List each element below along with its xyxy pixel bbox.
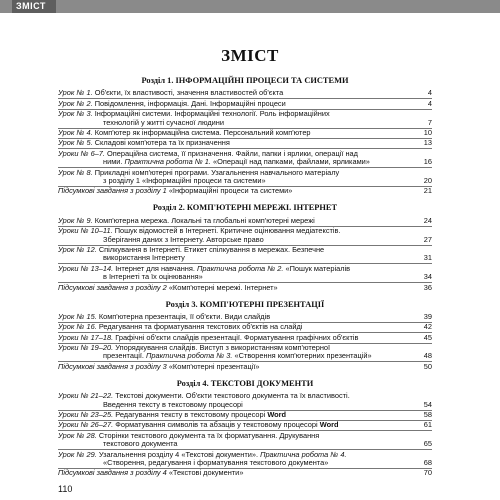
toc-line <box>58 89 432 97</box>
toc-entry <box>58 89 432 99</box>
toc-line-text <box>58 187 418 195</box>
toc-line <box>58 469 432 477</box>
lesson-title: «Створення, редагування і форматування текстового документа» <box>103 459 329 468</box>
toc-line-text <box>58 169 418 177</box>
toc-entry <box>58 431 432 450</box>
toc-entry <box>58 450 432 469</box>
lesson-title: Операційна система, її призначення. Файли, папки і ярлики, операції над <box>107 149 358 158</box>
toc-line-text <box>58 265 418 273</box>
toc-line <box>58 139 432 147</box>
toc-line-text <box>58 421 418 429</box>
practical-work-label: Практична робота № 1. <box>124 158 211 167</box>
page-ref: 36 <box>423 282 432 292</box>
toc-line <box>58 110 432 118</box>
toc-line <box>58 254 432 262</box>
lesson-label: Урок № 1. <box>58 89 93 98</box>
toc-line <box>58 440 432 448</box>
lesson-label: Урок № 28. <box>58 431 97 440</box>
page-ref: 13 <box>423 138 432 148</box>
practical-work-title: «Пошук матеріалів <box>285 264 351 273</box>
lesson-title: Сторінки текстового документа та їх форматування. Друкування <box>98 431 320 440</box>
lesson-title: Інформаційні системи. Інформаційні технології. Роль інформаційних <box>94 110 330 119</box>
toc-entry <box>58 469 432 478</box>
lesson-label: Урок № 2. <box>58 99 93 108</box>
lesson-title: використання Інтернету <box>103 254 185 263</box>
lesson-title: технологій у житті сучасної людини <box>103 118 224 127</box>
page-ref: 50 <box>423 361 432 371</box>
toc-entry <box>58 110 432 129</box>
toc-line <box>58 432 432 440</box>
toc-line-text <box>103 459 418 467</box>
toc-line <box>58 451 432 459</box>
lesson-title: Об'єкти, їх властивості, значення властивостей об'єкта <box>94 89 284 98</box>
page-ref: 34 <box>423 272 432 282</box>
lesson-label: Підсумкові завдання з розділу 4 <box>58 469 167 478</box>
toc-line-text <box>103 177 418 185</box>
toc-line <box>58 401 432 409</box>
toc-line-text <box>58 363 418 371</box>
toc-line-text <box>103 401 418 409</box>
toc-entry <box>58 227 432 246</box>
toc-line-text <box>58 246 418 254</box>
toc-line <box>58 169 432 177</box>
toc-line <box>58 100 432 108</box>
toc-line-text <box>58 139 418 147</box>
lesson-label: Уроки № 13–14. <box>58 264 114 273</box>
lesson-label: Урок № 12. <box>58 245 97 254</box>
practical-work-title: «Операції над папками, файлами, ярликами» <box>213 158 370 167</box>
toc-line <box>58 313 432 321</box>
page-ref: 42 <box>423 322 432 332</box>
lesson-label: Урок № 4. <box>58 128 93 137</box>
toc-entry <box>58 411 432 421</box>
lesson-label: Підсумкові завдання з розділу 1 <box>58 187 167 196</box>
toc-entry <box>58 323 432 333</box>
toc-line-text <box>58 89 418 97</box>
toc-line-text <box>58 129 418 137</box>
lesson-title: Зберігання даних з Інтернету. Авторське право <box>103 235 264 244</box>
toc-entry <box>58 168 432 187</box>
toc-line-text <box>58 411 418 419</box>
lesson-title: Повідомлення, інформація. Дані. Інформаційні процеси <box>94 99 286 108</box>
lesson-title: Складові комп'ютера та їх призначення <box>94 139 230 148</box>
toc-line <box>58 227 432 235</box>
page-ref: 4 <box>427 98 432 108</box>
toc-line <box>58 323 432 331</box>
toc-line <box>58 363 432 371</box>
lesson-title: ними. <box>103 158 123 167</box>
toc-line-text <box>58 344 418 352</box>
lesson-title: Інтернет для навчання. <box>115 264 195 273</box>
page-number: 110 <box>58 484 73 494</box>
lesson-label: Урок № 8. <box>58 168 93 177</box>
toc-line <box>58 236 432 244</box>
lesson-title: Редагування тексту в текстовому процесорі <box>115 411 266 420</box>
toc-line <box>58 129 432 137</box>
lesson-label: Урок № 3. <box>58 110 93 119</box>
toc-entry <box>58 129 432 139</box>
toc-entry <box>58 362 432 371</box>
toc-line <box>58 421 432 429</box>
table-of-contents <box>58 76 432 478</box>
lesson-label: Уроки № 10–11. <box>58 227 113 236</box>
toc-line-text <box>58 392 418 400</box>
toc-line-text <box>58 284 418 292</box>
toc-section <box>58 76 432 196</box>
page-ref: 68 <box>423 458 432 468</box>
toc-line <box>58 459 432 467</box>
lesson-title: Спілкування в Інтернеті. Етикет спілкування в мережах. Безпечне <box>98 245 325 254</box>
lesson-title: Введення тексту в текстовому процесорі <box>103 400 243 409</box>
lesson-title: Графічні об'єкти слайдів презентації. Форматування графічних об'єктів <box>115 333 359 342</box>
toc-line <box>58 273 432 281</box>
toc-line-text <box>103 236 418 244</box>
lesson-label: Уроки № 23–25. <box>58 411 114 420</box>
toc-entry <box>58 283 432 292</box>
lesson-title: Комп'ютерна мережа. Локальні та глобальні комп'ютерні мережі <box>94 216 315 225</box>
toc-line-text <box>58 100 418 108</box>
toc-section <box>58 203 432 292</box>
lesson-title: «Текстові документи» <box>168 469 244 478</box>
lesson-title: Прикладні комп'ютерні програми. Узагальнення навчального матеріалу <box>94 168 340 177</box>
practical-work-label: Практична робота № 3. <box>146 352 233 361</box>
lesson-title: Упорядкування слайдів. Виступ з використанням комп'ютерної <box>115 344 331 353</box>
page-ref: 70 <box>423 468 432 478</box>
lesson-title: Комп'ютерна презентація, її об'єкти. Види слайдів <box>98 312 271 321</box>
lesson-title-bold: Word <box>267 411 287 420</box>
lesson-title: «Інформаційні процеси та системи» <box>168 187 293 196</box>
lesson-title: Текстові документи. Об'єкти текстового документа та їх властивості. <box>115 392 350 401</box>
toc-line-text <box>58 323 418 331</box>
toc-line-text <box>103 254 418 262</box>
page-ref: 7 <box>427 117 432 127</box>
toc-line-text <box>103 119 418 127</box>
toc-line <box>58 392 432 400</box>
lesson-title: Комп'ютер як інформаційна система. Персональний комп'ютер <box>94 128 311 137</box>
toc-section <box>58 300 432 372</box>
toc-entry <box>58 313 432 323</box>
lesson-label: Уроки № 17–18. <box>58 333 114 342</box>
page-ref: 48 <box>423 351 432 361</box>
page-ref: 16 <box>423 157 432 167</box>
toc-line <box>58 187 432 195</box>
toc-line-text <box>103 158 418 166</box>
page-ref: 39 <box>423 311 432 321</box>
lesson-label: Підсумкові завдання з розділу 3 <box>58 362 167 371</box>
toc-entry <box>58 333 432 343</box>
toc-line-text <box>58 110 418 118</box>
toc-line <box>58 246 432 254</box>
lesson-label: Уроки № 21–22. <box>58 392 114 401</box>
page-ref: 45 <box>423 332 432 342</box>
lesson-title: з розділу 1 «Інформаційні процеси та системи» <box>103 176 266 185</box>
page-ref: 54 <box>423 399 432 409</box>
page-ref: 58 <box>423 410 432 420</box>
toc-entry <box>58 344 432 363</box>
toc-line <box>58 265 432 273</box>
lesson-label: Урок № 5. <box>58 139 93 148</box>
toc-entry <box>58 187 432 196</box>
toc-entry <box>58 139 432 149</box>
section-title: Розділ 2. КОМП'ЮТЕРНІ МЕРЕЖІ. ІНТЕРНЕТ <box>152 203 338 213</box>
toc-line-text <box>58 150 418 158</box>
lesson-label: Урок № 29. <box>58 450 97 459</box>
toc-entry <box>58 246 432 265</box>
toc-entry <box>58 392 432 411</box>
lesson-title-bold: Word <box>319 421 339 430</box>
toc-line <box>58 158 432 166</box>
page-ref: 4 <box>427 88 432 98</box>
toc-entry <box>58 421 432 431</box>
lesson-title: «Комп'ютерні презентації» <box>168 362 260 371</box>
toc-line-text <box>58 227 418 235</box>
lesson-title: Узагальнення розділу 4 «Текстові документи». <box>98 450 259 459</box>
toc-line-text <box>58 432 418 440</box>
lesson-title: презентації. <box>103 352 144 361</box>
lesson-label: Урок № 9. <box>58 216 93 225</box>
practical-work-label: Практична робота № 4. <box>260 450 347 459</box>
toc-line <box>58 177 432 185</box>
toc-section <box>58 379 432 479</box>
toc-line <box>58 411 432 419</box>
toc-line <box>58 334 432 342</box>
lesson-title: Форматування символів та абзаців у текстовому процесорі <box>115 421 318 430</box>
lesson-title: Редагування та форматування текстових об'єктів на слайді <box>98 323 303 332</box>
page-ref: 24 <box>423 215 432 225</box>
toc-line-text <box>58 469 418 477</box>
lesson-label: Урок № 15. <box>58 312 97 321</box>
lesson-label: Урок № 16. <box>58 323 97 332</box>
toc-entry <box>58 149 432 168</box>
lesson-title: в Інтернеті та їх оцінювання» <box>103 273 203 282</box>
toc-line <box>58 352 432 360</box>
toc-entry <box>58 264 432 283</box>
lesson-label: Уроки № 6–7. <box>58 149 105 158</box>
toc-line <box>58 119 432 127</box>
toc-line-text <box>103 352 418 360</box>
toc-line <box>58 344 432 352</box>
section-title: Розділ 1. ІНФОРМАЦІЙНІ ПРОЦЕСИ ТА СИСТЕМИ <box>141 76 349 85</box>
page-ref: 21 <box>423 186 432 196</box>
header-label: ЗМІСТ <box>12 0 56 13</box>
page-ref: 20 <box>423 175 432 185</box>
lesson-title: Пошук відомостей в Інтернеті. Критичне оцінювання медіатекстів. <box>114 227 341 236</box>
practical-work-title: «Створення комп'ютерних презентацій» <box>234 352 372 361</box>
toc-entry <box>58 99 432 109</box>
toc-line-text <box>58 313 418 321</box>
toc-entry <box>58 216 432 226</box>
page-title: ЗМІСТ <box>221 46 279 65</box>
section-title: Розділ 3. КОМП'ЮТЕРНІ ПРЕЗЕНТАЦІЇ <box>165 299 325 309</box>
section-title: Розділ 4. ТЕКСТОВІ ДОКУМЕНТИ <box>176 378 314 388</box>
practical-work-label: Практична робота № 2. <box>197 264 284 273</box>
header-bar <box>0 0 500 13</box>
page-ref: 65 <box>423 439 432 449</box>
page-ref: 31 <box>423 253 432 263</box>
lesson-label: Уроки № 19–20. <box>58 344 114 353</box>
toc-line <box>58 150 432 158</box>
toc-line-text <box>58 217 418 225</box>
toc-line <box>58 284 432 292</box>
lesson-label: Підсумкові завдання з розділу 2 <box>58 283 167 292</box>
toc-line-text <box>103 440 418 448</box>
page-ref: 27 <box>423 234 432 244</box>
lesson-title: текстового документа <box>103 440 178 449</box>
toc-line-text <box>58 451 418 459</box>
toc-line-text <box>58 334 418 342</box>
page-ref: 10 <box>423 127 432 137</box>
lesson-title: «Комп'ютерні мережі. Інтернет» <box>168 283 278 292</box>
lesson-label: Уроки № 26–27. <box>58 421 114 430</box>
toc-line <box>58 217 432 225</box>
page-ref: 61 <box>423 420 432 430</box>
toc-line-text <box>103 273 418 281</box>
